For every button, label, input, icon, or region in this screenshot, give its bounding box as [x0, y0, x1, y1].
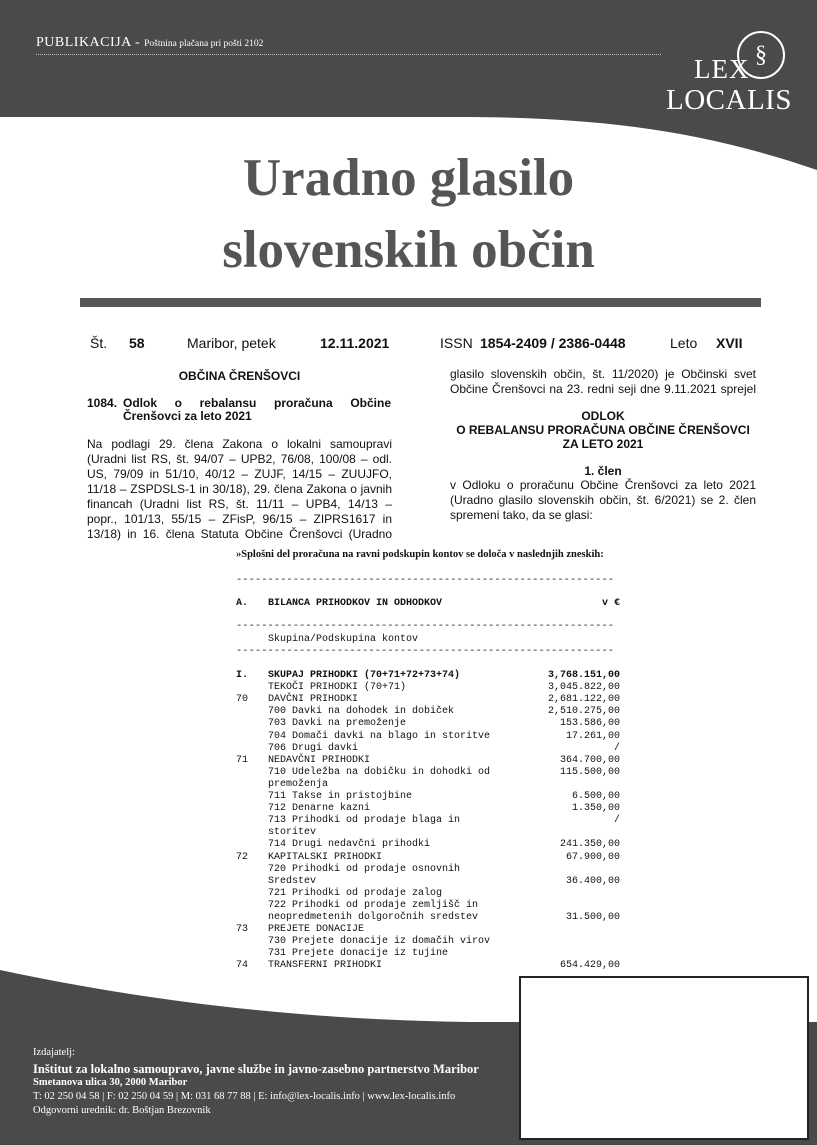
row-value: 3,768.151,00 — [547, 670, 620, 681]
row-label: KAPITALSKI PRIHODKI — [268, 851, 383, 863]
group-header: Skupina/Podskupina kontov — [268, 634, 419, 645]
page-title-line2: slovenskih občin — [222, 221, 595, 279]
row-value: 115.500,00 — [559, 766, 620, 778]
row-value: 36.400,00 — [565, 875, 620, 887]
table-row — [236, 743, 620, 755]
table-row — [236, 924, 620, 936]
issue-label: Št. — [90, 335, 108, 351]
row-label: neopredmetenih dolgoročnih sredstev — [268, 912, 479, 923]
odlok-title-line2: ZA LETO 2021 — [562, 437, 644, 451]
publication-label — [36, 35, 263, 51]
row-value: 17.261,00 — [565, 730, 620, 742]
table-row — [236, 900, 620, 912]
table-row — [236, 912, 620, 924]
year-value: XVII — [716, 335, 743, 351]
odlok-title-line1: O REBALANSU PRORAČUNA OBČINE ČRENŠOVCI — [456, 423, 750, 437]
row-value: 153.586,00 — [559, 718, 620, 730]
issn-value: 1854-2409 / 2386-0448 — [480, 335, 626, 351]
row-label: premoženja — [268, 778, 329, 790]
row-value: 6.500,00 — [571, 791, 620, 802]
row-label: 712 Denarne kazni — [268, 803, 371, 815]
publisher-address: Smetanova ulica 30, 2000 Maribor — [33, 1077, 188, 1088]
article-text-line: spremeni tako, da se glasi: — [450, 508, 593, 522]
odlok-heading: ODLOK — [581, 409, 625, 423]
table-row — [236, 815, 620, 827]
table-row — [236, 936, 620, 948]
year-label: Leto — [670, 335, 698, 351]
table-row — [236, 718, 620, 730]
issue-date: 12.11.2021 — [320, 335, 390, 351]
row-value: / — [613, 742, 620, 754]
preamble-cont-line: glasilo slovenskih občin, št. 11/2020) je Občinski svet — [450, 367, 756, 381]
row-value: 364.700,00 — [559, 754, 620, 766]
row-label: 731 Prejete donacije iz tujine — [268, 948, 449, 960]
dashed-rule: ------------------------------------------------------------ — [236, 645, 615, 657]
table-row — [236, 852, 620, 864]
table-row — [236, 864, 620, 876]
editor-line: Odgovorni urednik: dr. Boštjan Brezovnik — [33, 1105, 211, 1116]
row-label: DAVČNI PRIHODKI — [268, 694, 359, 706]
row-value: 1.350,00 — [571, 803, 620, 815]
row-value: 3,045.822,00 — [547, 682, 620, 694]
article-heading: 1. člen — [584, 464, 622, 478]
issn-label: ISSN — [440, 335, 473, 351]
table-row — [236, 706, 620, 718]
preamble-line: financah (Uradni list RS, št. 11/11 – UPB4, 14/13 – — [87, 497, 392, 511]
dashed-rule: ------------------------------------------------------------ — [236, 620, 615, 632]
table-row — [236, 694, 620, 706]
row-code: 73 — [236, 924, 249, 936]
row-label: Sredstev — [268, 875, 317, 887]
table-row — [236, 682, 620, 694]
act-title-line1: Odlok o rebalansu proračuna Občine — [123, 396, 391, 410]
page-title-line1: Uradno glasilo — [242, 149, 575, 207]
row-value: 67.900,00 — [565, 851, 620, 863]
row-label: 730 Prejete donacije iz domačih virov — [268, 936, 491, 948]
preamble-line: 11/18 – ZSPDSLS-1 in 30/18), 29. člena Zakona o javnih — [87, 482, 392, 496]
row-label: storitev — [268, 827, 317, 839]
table-row — [236, 839, 620, 851]
section-title: BILANCA PRIHODKOV IN ODHODKOV — [268, 598, 443, 609]
dotted-rule — [36, 54, 661, 55]
section-code: A. — [236, 598, 249, 609]
table-row — [236, 791, 620, 803]
issue-number: 58 — [129, 335, 145, 351]
title-divider — [80, 298, 761, 307]
act-title-line2: Črenšovci za leto 2021 — [123, 409, 252, 423]
row-label: 721 Prihodki od prodaje zalog — [268, 887, 443, 899]
table-row — [236, 803, 620, 815]
preamble-line: 13/18) in 16. člena Statuta Občine Črenšovci (Uradno — [87, 527, 392, 541]
row-label: 703 Davki na premoženje — [268, 718, 407, 730]
row-label: PREJETE DONACIJE — [268, 924, 365, 936]
table-row — [236, 779, 620, 791]
row-code: 71 — [236, 754, 249, 766]
preamble-line: popr., 101/13, 55/15 – ZFisP, 96/15 – ZIPRS1617 in — [87, 512, 392, 526]
currency-label: v € — [601, 598, 620, 609]
row-label: 722 Prihodki od prodaje zemljišč in — [268, 899, 479, 911]
table-intro: »Splošni del proračuna na ravni podskupin kontov se določa v naslednjih zneskih: — [236, 549, 604, 560]
row-label: 704 Domači davki na blago in storitve — [268, 730, 491, 742]
postnina-text: Poštnina plačana pri pošti 2102 — [144, 39, 264, 49]
publisher-label: Izdajatelj: — [33, 1047, 75, 1058]
row-label: 720 Prihodki od prodaje osnovnih — [268, 863, 461, 875]
table-row — [236, 670, 620, 682]
row-label: 700 Davki na dohodek in dobiček — [268, 706, 455, 718]
municipality-heading: OBČINA ČRENŠOVCI — [178, 369, 301, 383]
table-row — [236, 948, 620, 960]
row-value: 241.350,00 — [559, 839, 620, 851]
row-label: SKUPAJ PRIHODKI (70+71+72+73+74) — [268, 670, 461, 681]
article-text-line: (Uradno glasilo slovenskih občin, št. 6/2021) se 2. člen — [450, 493, 756, 507]
table-row — [236, 888, 620, 900]
row-value: 2,510.275,00 — [547, 706, 620, 718]
article-text-line: v Odloku o proračunu Občine Črenšovci za leto 2021 — [450, 478, 756, 492]
row-code: 70 — [236, 694, 249, 706]
row-value: 2,681.122,00 — [547, 694, 620, 706]
place-day: Maribor, petek — [187, 335, 276, 351]
row-label: 714 Drugi nedavčni prihodki — [268, 839, 431, 851]
table-row — [236, 755, 620, 767]
row-label: TRANSFERNI PRIHODKI — [268, 960, 383, 972]
table-row — [236, 731, 620, 743]
act-number: 1084. — [87, 396, 118, 410]
logo-lex: LEX — [694, 54, 750, 84]
row-label: TEKOČI PRIHODKI (70+71) — [268, 682, 407, 694]
row-label: 713 Prihodki od prodaje blaga in — [268, 815, 461, 827]
section-row — [236, 598, 620, 610]
row-value: 654.429,00 — [559, 960, 620, 972]
row-code: 72 — [236, 851, 249, 863]
row-code: I. — [236, 670, 249, 681]
dashed-rule: ------------------------------------------------------------ — [236, 574, 615, 586]
table-row — [236, 827, 620, 839]
row-label: 706 Drugi davki — [268, 742, 359, 754]
preamble-line: US, 79/09 in 51/10, 40/12 – ZUJF, 14/15 – ZUUJFO, — [87, 467, 392, 481]
row-code: 74 — [236, 960, 249, 972]
publisher-name: Inštitut za lokalno samoupravo, javne službe in javno-zasebno partnerstvo Maribor — [33, 1062, 479, 1076]
row-label: 710 Udeležba na dobičku in dohodki od — [268, 766, 491, 778]
preamble-line: Na podlagi 29. člena Zakona o lokalni samoupravi — [87, 437, 392, 451]
row-label: 711 Takse in pristojbine — [268, 791, 413, 802]
row-label: NEDAVČNI PRIHODKI — [268, 754, 371, 766]
address-box — [519, 976, 809, 1140]
preamble-cont-line: Občine Črenšovci na 23. redni seji dne 9.11.2021 sprejel — [450, 382, 756, 396]
table-row — [236, 767, 620, 779]
publisher-contacts: T: 02 250 04 58 | F: 02 250 04 59 | M: 031 68 77 88 | E: info@lex-localis.info | www.lex-localis.info — [33, 1091, 456, 1102]
section-symbol-icon: § — [737, 31, 785, 79]
row-value: / — [613, 815, 620, 827]
publikacija-text: PUBLIKACIJA - — [36, 35, 141, 50]
table-row — [236, 876, 620, 888]
logo-localis: LOCALIS — [666, 84, 792, 116]
preamble-line: (Uradni list RS, št. 94/07 – UPB2, 76/08, 100/08 – odl. — [87, 452, 392, 466]
row-value: 31.500,00 — [565, 912, 620, 923]
